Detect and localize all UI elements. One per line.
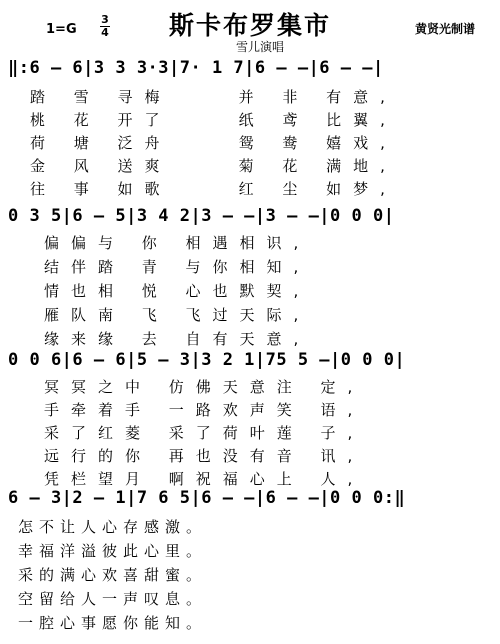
- lyric-line: 往 事 如歌 红 尘 如梦,: [30, 180, 397, 198]
- lyric-line: 偏偏与 你 相遇相识,: [44, 234, 311, 252]
- key-signature: 1=G: [46, 22, 77, 37]
- notation-line-3: 0 0 6|6 — 6|5 — 3|3 2 1|75 5 —|0 0 0|: [8, 350, 406, 370]
- lyric-line: 冥冥之中 仿佛天意注 定,: [44, 378, 365, 396]
- lyric-line: 采的满心欢喜甜蜜。: [18, 566, 208, 584]
- lyric-line: 雁队南 飞 飞过天际,: [44, 306, 311, 324]
- singer-credit: 雪儿演唱: [236, 40, 285, 54]
- lyric-line: 怎不让人心存感激。: [18, 518, 208, 536]
- meter-top: 3: [101, 13, 109, 26]
- lyric-line: 金 风 送爽 菊 花 满地,: [30, 157, 397, 175]
- lyric-line: 踏 雪 寻梅 并 非 有意,: [30, 88, 397, 106]
- transcriber-credit: 黄贤光制谱: [415, 22, 476, 36]
- lyric-line: 荷 塘 泛舟 鸳 鸯 嬉戏,: [30, 134, 397, 152]
- lyric-line: 空留给人一声叹息。: [18, 590, 208, 608]
- notation-line-1: ‖:6 — 6|3 3 3·3|7· 1 7|6 — —|6 — —|: [8, 58, 384, 78]
- notation-line-4: 6 — 3|2 — 1|7 6 5|6 — —|6 — —|0 0 0:‖: [8, 488, 406, 508]
- lyric-line: 凭栏望月 啊祝福心上 人,: [44, 470, 365, 488]
- time-signature: [98, 14, 112, 39]
- song-title: 斯卡布罗集市: [168, 11, 331, 40]
- lyric-line: 一腔心事愿你能知。: [18, 614, 208, 632]
- lyric-line: 情也相 悦 心也默契,: [44, 282, 311, 300]
- lyric-line: 手牵着手 一路欢声笑 语,: [44, 401, 365, 419]
- lyric-line: 远行的你 再也没有音 讯,: [44, 447, 365, 465]
- lyric-line: 幸福洋溢彼此心里。: [18, 542, 208, 560]
- lyric-line: 缘来缘 去 自有天意,: [44, 330, 311, 348]
- meter-bottom: 4: [101, 26, 109, 39]
- lyric-line: 桃 花 开了 纸 鸢 比翼,: [30, 111, 397, 129]
- lyric-line: 结伴踏 青 与你相知,: [44, 258, 311, 276]
- notation-line-2: 0 3 5|6 — 5|3 4 2|3 — —|3 — —|0 0 0|: [8, 206, 395, 226]
- lyric-line: 采了红菱 采了荷叶莲 子,: [44, 424, 365, 442]
